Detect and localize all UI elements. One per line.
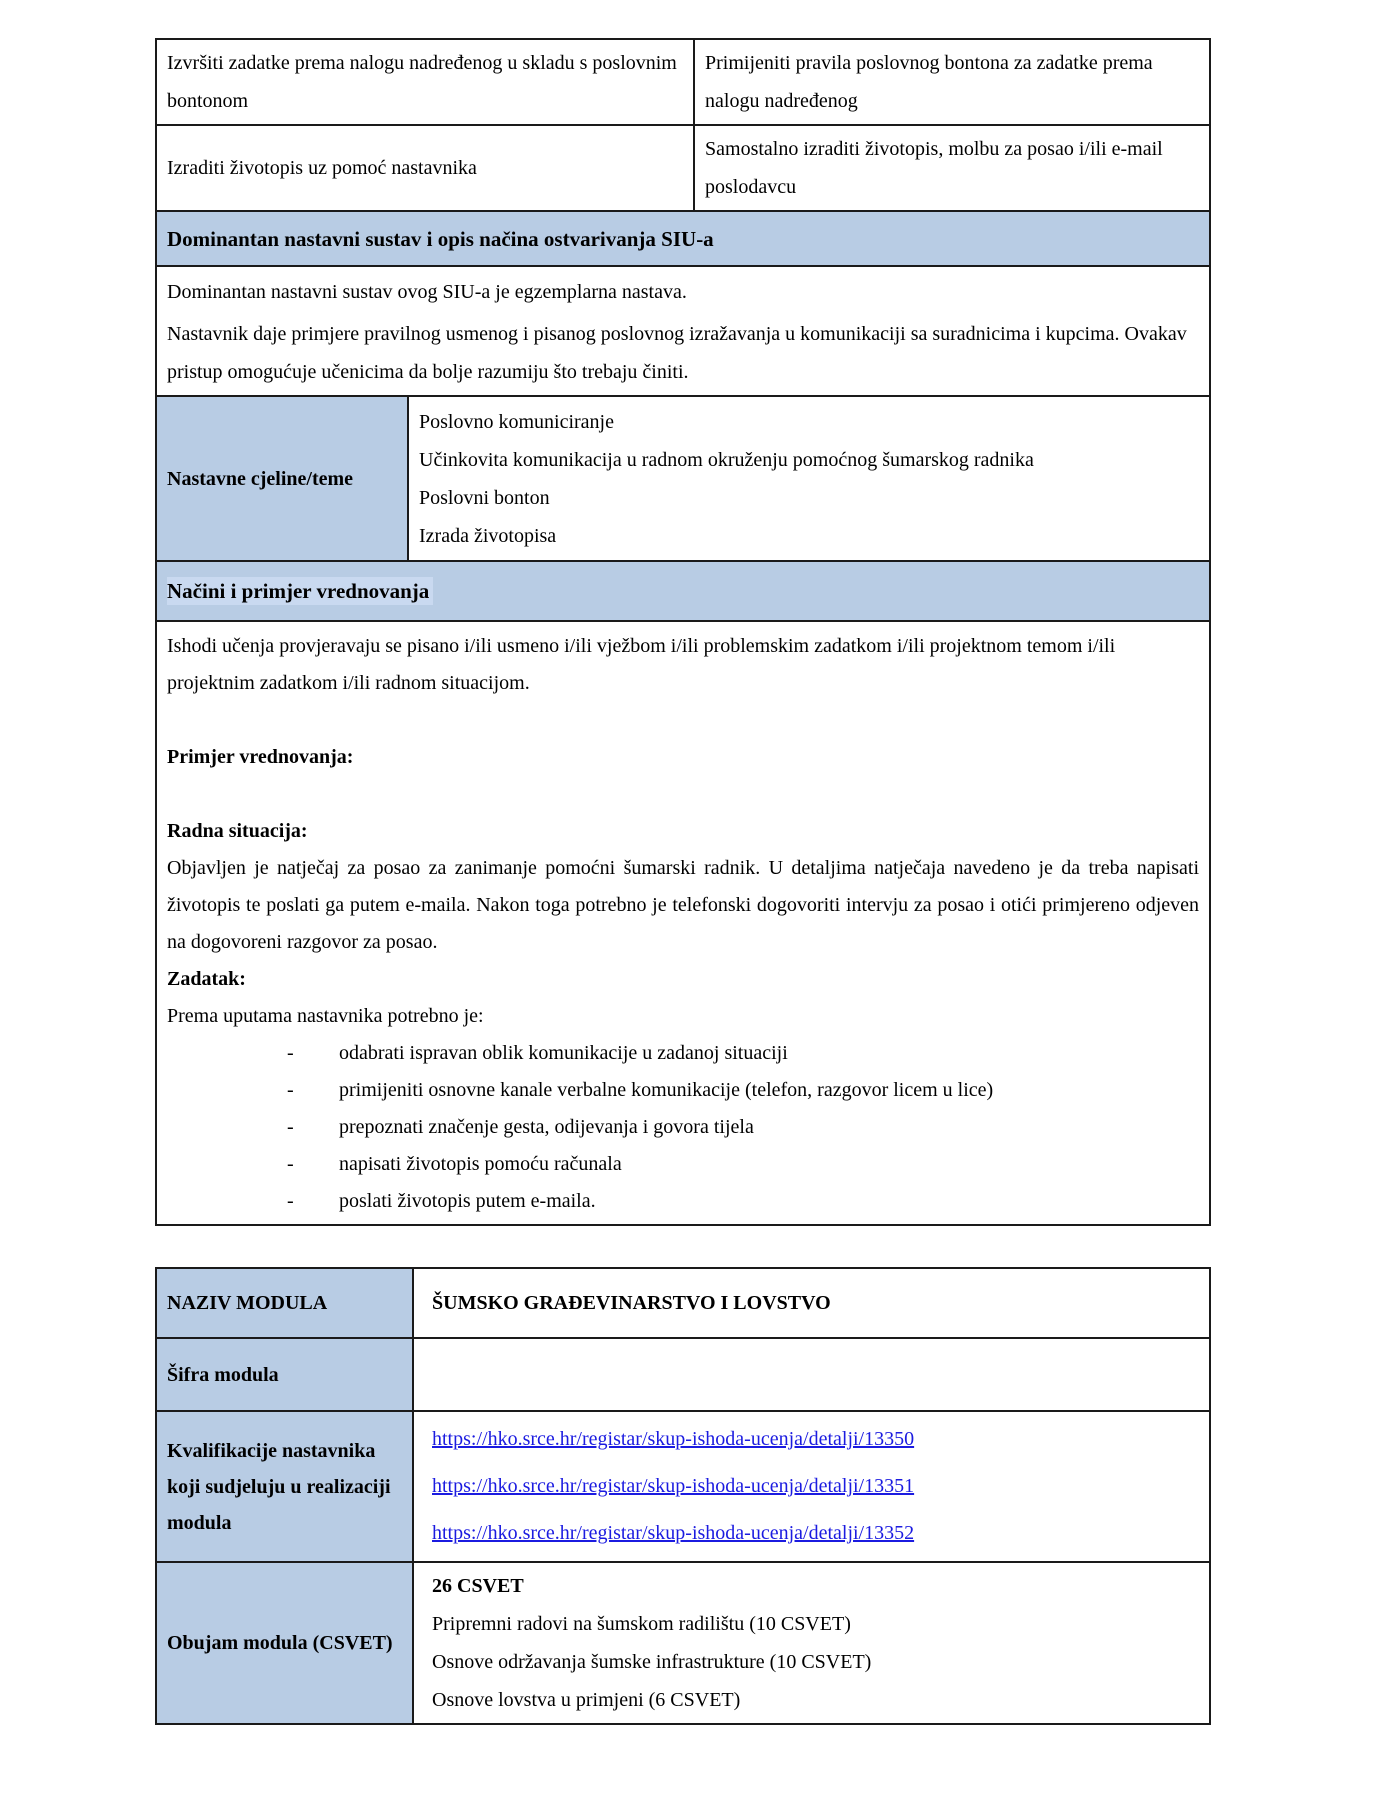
module-volume-value (413, 1562, 1210, 1724)
qualifications-links (413, 1411, 1210, 1562)
dash-bullet: - (287, 1116, 294, 1138)
dominant-system-body (156, 266, 1210, 396)
task-intro: Prema uputama nastavnika potrebno je: (167, 1005, 484, 1027)
outcome-row (156, 39, 1210, 125)
spacer (167, 702, 1199, 739)
work-situation-label: Radna situacija: (167, 820, 308, 842)
evaluation-intro: Ishodi učenja provjeravaju se pisano i/ili usmeno i/ili vježbom i/ili problemskim zadatkom i/ili projektnom temom i/ili projektnim zadatkom i/ili radnom situacijom. (167, 635, 1116, 694)
task-item-text: napisati životopis pomoću računala (339, 1153, 622, 1175)
dash-bullet: - (287, 1042, 294, 1064)
teaching-unit: Poslovni bonton (419, 486, 550, 509)
task-item (167, 1109, 1199, 1146)
qualification-link[interactable]: https://hko.srce.hr/registar/skup-ishoda-ucenja/detalji/13352 (432, 1522, 915, 1544)
module-volume-row (156, 1562, 1210, 1724)
outcome-row (156, 125, 1210, 211)
dash-bullet: - (287, 1190, 294, 1212)
evaluation-body (156, 621, 1210, 1225)
evaluation-example-label: Primjer vrednovanja: (167, 746, 354, 768)
module-name-label: NAZIV MODULA (156, 1268, 413, 1338)
outcome-advanced-cell: Primijeniti pravila poslovnog bontona za zadatke prema nalogu nadređenog (694, 39, 1210, 125)
dominant-system-header-row (156, 211, 1210, 266)
module-code-value (413, 1338, 1210, 1411)
task-item-text: primijeniti osnovne kanale verbalne komunikacije (telefon, razgovor licem u lice) (339, 1079, 994, 1101)
teaching-units-row (156, 396, 1210, 561)
outcome-basic-cell: Izraditi životopis uz pomoć nastavnika (156, 125, 694, 211)
volume-total: 26 CSVET (432, 1575, 524, 1597)
dominant-system-sentence: Dominantan nastavni sustav ovog SIU-a je egzemplarna nastava. (167, 281, 687, 303)
siu-table (155, 38, 1211, 1226)
module-volume-label: Obujam modula (CSVET) (156, 1562, 413, 1724)
dominant-system-header: Dominantan nastavni sustav i opis načina ostvarivanja SIU-a (156, 211, 1210, 266)
dominant-system-description: Nastavnik daje primjere pravilnog usmenog i pisanog poslovnog izražavanja u komunikaciji sa suradnicima i kupcima. Ovakav pristup omogućuje učenicima da bolje razumiju što trebaju činiti. (167, 323, 1187, 383)
teaching-units-list (408, 396, 1210, 561)
teaching-unit: Poslovno komuniciranje (419, 410, 614, 433)
module-name-row (156, 1268, 1210, 1338)
teaching-unit: Izrada životopisa (419, 524, 557, 547)
qualification-link[interactable]: https://hko.srce.hr/registar/skup-ishoda-ucenja/detalji/13351 (432, 1475, 915, 1497)
qualifications-label: Kvalifikacije nastavnika koji sudjeluju u realizaciji modula (156, 1411, 413, 1562)
outcome-advanced-cell: Samostalno izraditi životopis, molbu za posao i/ili e-mail poslodavcu (694, 125, 1210, 211)
module-table (155, 1267, 1211, 1725)
dash-bullet: - (287, 1153, 294, 1175)
task-label: Zadatak: (167, 968, 246, 990)
dominant-system-body-row (156, 266, 1210, 396)
volume-item: Pripremni radovi na šumskom radilištu (10 CSVET) (432, 1613, 851, 1635)
volume-item: Osnove lovstva u primjeni (6 CSVET) (432, 1689, 741, 1711)
evaluation-body-row (156, 621, 1210, 1225)
outcome-basic-cell: Izvršiti zadatke prema nalogu nadređenog u skladu s poslovnim bontonom (156, 39, 694, 125)
task-item (167, 1183, 1199, 1220)
task-item (167, 1035, 1199, 1072)
qualifications-row (156, 1411, 1210, 1562)
task-item-text: poslati životopis putem e-maila. (339, 1190, 596, 1212)
module-code-row (156, 1338, 1210, 1411)
task-item-text: odabrati ispravan oblik komunikacije u zadanoj situaciji (339, 1042, 788, 1064)
spacer (167, 776, 1199, 813)
teaching-unit: Učinkovita komunikacija u radnom okruženju pomoćnog šumarskog radnika (419, 448, 1034, 471)
module-name-value: ŠUMSKO GRAĐEVINARSTVO I LOVSTVO (413, 1268, 1210, 1338)
task-item-text: prepoznati značenje gesta, odijevanja i govora tijela (339, 1116, 754, 1138)
teaching-units-label: Nastavne cjeline/teme (156, 396, 408, 561)
qualification-link[interactable]: https://hko.srce.hr/registar/skup-ishoda-ucenja/detalji/13350 (432, 1428, 915, 1450)
volume-item: Osnove održavanja šumske infrastrukture (10 CSVET) (432, 1651, 872, 1673)
evaluation-header-row (156, 561, 1210, 621)
evaluation-header-text: Načini i primjer vrednovanja (167, 577, 433, 605)
evaluation-header (156, 561, 1210, 621)
work-situation-text: Objavljen je natječaj za posao za zanimanje pomoćni šumarski radnik. U detaljima natječaja navedeno je da treba napisati životopis te poslati ga putem e-maila. Nakon toga potrebno je telefonski dogovoriti intervju za posao i otići primjereno odjeven na dogovoreni razgovor za posao. (167, 857, 1200, 953)
task-item (167, 1146, 1199, 1183)
dash-bullet: - (287, 1079, 294, 1101)
task-item (167, 1072, 1199, 1109)
module-code-label: Šifra modula (156, 1338, 413, 1411)
